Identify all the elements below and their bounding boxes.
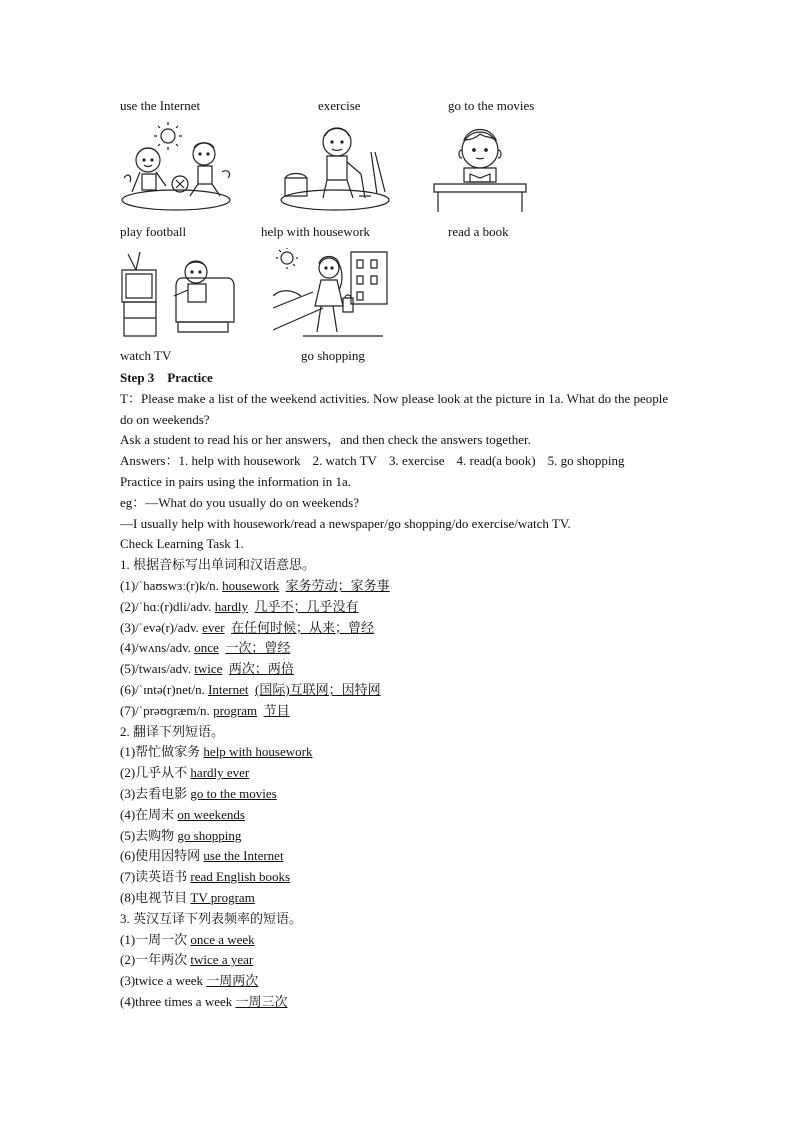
item-answer: use the Internet bbox=[203, 848, 284, 864]
step-heading: Step 3 Practice bbox=[120, 370, 213, 385]
phonetic-prefix: (4)/wʌns/adv. bbox=[120, 640, 195, 656]
answer-2: 2. watch TV bbox=[312, 453, 377, 469]
item-answer: TV program bbox=[190, 889, 255, 905]
phonetic-prefix: (7)/ˈprəʊɡræm/n. bbox=[120, 702, 214, 718]
item-prompt: (3)twice a week bbox=[120, 973, 207, 989]
item-prompt: (3)去看电影 bbox=[120, 785, 191, 801]
exercise-housework-illustration bbox=[275, 122, 393, 212]
item-prompt: (4)在周末 bbox=[120, 806, 178, 822]
section-2-heading: 2. 翻译下列短语。 bbox=[120, 723, 225, 739]
answer-word: housework bbox=[222, 577, 280, 593]
section-2-item bbox=[120, 867, 680, 888]
section-1-item bbox=[120, 576, 680, 597]
phonetic-prefix: (3)/ˈevə(r)/adv. bbox=[120, 619, 203, 635]
lesson-body bbox=[120, 368, 680, 1013]
item-answer: hardly ever bbox=[190, 765, 250, 781]
answer-meaning: 一次；曾经 bbox=[225, 640, 291, 656]
example-answer: —I usually help with housework/read a newspaper/go shopping/do exercise/watch TV. bbox=[120, 515, 571, 531]
item-prompt: (2)一年两次 bbox=[120, 952, 191, 968]
check-task-heading: Check Learning Task 1. bbox=[120, 536, 244, 552]
answer-word: twice bbox=[194, 661, 223, 677]
answer-4: 4. read(a book) bbox=[456, 453, 536, 469]
section-1-heading: 1. 根据音标写出单词和汉语意思。 bbox=[120, 557, 316, 573]
section-2-item bbox=[120, 742, 680, 763]
answer-meaning: 节目 bbox=[263, 702, 290, 718]
answer-word: program bbox=[213, 702, 258, 718]
answer-meaning: 家务劳动；家务事 bbox=[285, 577, 390, 593]
item-prompt: (1)帮忙做家务 bbox=[120, 744, 204, 760]
item-answer: once a week bbox=[190, 931, 255, 947]
section-1-item bbox=[120, 618, 680, 639]
caption-watch-tv: watch TV bbox=[120, 348, 172, 363]
caption-exercise: exercise bbox=[318, 98, 361, 113]
example-question: eg：—What do you usually do on weekends? bbox=[120, 494, 360, 510]
section-1-item bbox=[120, 597, 680, 618]
practice-pairs-text: Practice in pairs using the information in 1a. bbox=[120, 473, 352, 489]
item-prompt: (7)读英语书 bbox=[120, 869, 191, 885]
section-2-item bbox=[120, 826, 680, 847]
teacher-instruction: T：Please make a list of the weekend activities. Now please look at the picture in 1a. What do the people do on weekends? bbox=[120, 390, 669, 427]
go-shopping-illustration bbox=[273, 248, 391, 340]
item-prompt: (2)几乎从不 bbox=[120, 765, 191, 781]
section-1-item bbox=[120, 701, 680, 722]
caption-use-internet: use the Internet bbox=[120, 98, 201, 113]
answer-word: hardly bbox=[214, 598, 248, 614]
caption-help-with-housework: help with housework bbox=[261, 224, 371, 239]
section-3-item bbox=[120, 971, 680, 992]
caption-read-a-book: read a book bbox=[448, 224, 509, 239]
ask-student-text: Ask a student to read his or her answers，and then check the answers together. bbox=[120, 432, 531, 448]
section-2-item bbox=[120, 805, 680, 826]
phonetic-prefix: (2)/ˈhɑː(r)dli/adv. bbox=[120, 598, 215, 614]
item-prompt: (8)电视节目 bbox=[120, 889, 191, 905]
section-1-item bbox=[120, 680, 680, 701]
answer-3: 3. exercise bbox=[388, 453, 445, 469]
item-answer: read English books bbox=[190, 869, 291, 885]
section-3-item bbox=[120, 950, 680, 971]
section-3-heading: 3. 英汉互译下列表频率的短语。 bbox=[120, 910, 303, 926]
section-2-list bbox=[120, 742, 680, 908]
section-1-list bbox=[120, 576, 680, 722]
answer-word: once bbox=[194, 640, 219, 656]
answer-5: 5. go shopping bbox=[547, 453, 625, 469]
phonetic-prefix: (6)/ˈɪntə(r)net/n. bbox=[120, 681, 209, 697]
answer-word: ever bbox=[202, 619, 225, 635]
caption-go-to-movies: go to the movies bbox=[448, 98, 535, 113]
answer-1: 1. help with housework bbox=[178, 453, 301, 469]
read-book-illustration bbox=[432, 122, 528, 212]
answer-meaning: 几乎不；几乎没有 bbox=[254, 598, 359, 614]
play-football-illustration bbox=[118, 122, 236, 212]
watch-tv-illustration bbox=[118, 248, 240, 340]
item-answer: on weekends bbox=[177, 806, 245, 822]
answers-label: Answers： bbox=[120, 453, 179, 469]
answer-word: Internet bbox=[208, 681, 249, 697]
item-answer: 一周三次 bbox=[235, 993, 288, 1009]
section-3-item bbox=[120, 992, 680, 1013]
item-prompt: (5)去购物 bbox=[120, 827, 178, 843]
item-answer: go shopping bbox=[177, 827, 242, 843]
section-1-item bbox=[120, 659, 680, 680]
item-prompt: (1)一周一次 bbox=[120, 931, 191, 947]
phonetic-prefix: (1)/ˈhaʊswɜː(r)k/n. bbox=[120, 577, 223, 593]
section-2-item bbox=[120, 846, 680, 867]
section-2-item bbox=[120, 763, 680, 784]
item-prompt: (6)使用因特网 bbox=[120, 848, 204, 864]
caption-play-football: play football bbox=[120, 224, 187, 239]
answers-line bbox=[120, 451, 680, 472]
section-2-item bbox=[120, 888, 680, 909]
section-3-list bbox=[120, 930, 680, 1013]
item-answer: twice a year bbox=[190, 952, 254, 968]
item-prompt: (4)three times a week bbox=[120, 993, 236, 1009]
answer-meaning: 两次；两倍 bbox=[228, 661, 294, 677]
section-2-item bbox=[120, 784, 680, 805]
answer-meaning: 在任何时候；从来；曾经 bbox=[231, 619, 375, 635]
item-answer: 一周两次 bbox=[206, 973, 259, 989]
item-answer: help with housework bbox=[203, 744, 313, 760]
caption-go-shopping: go shopping bbox=[301, 348, 365, 363]
section-3-item bbox=[120, 930, 680, 951]
section-1-item bbox=[120, 638, 680, 659]
answer-meaning: (国际)互联网；因特网 bbox=[255, 681, 381, 697]
item-answer: go to the movies bbox=[190, 785, 277, 801]
phonetic-prefix: (5)/twaɪs/adv. bbox=[120, 661, 195, 677]
